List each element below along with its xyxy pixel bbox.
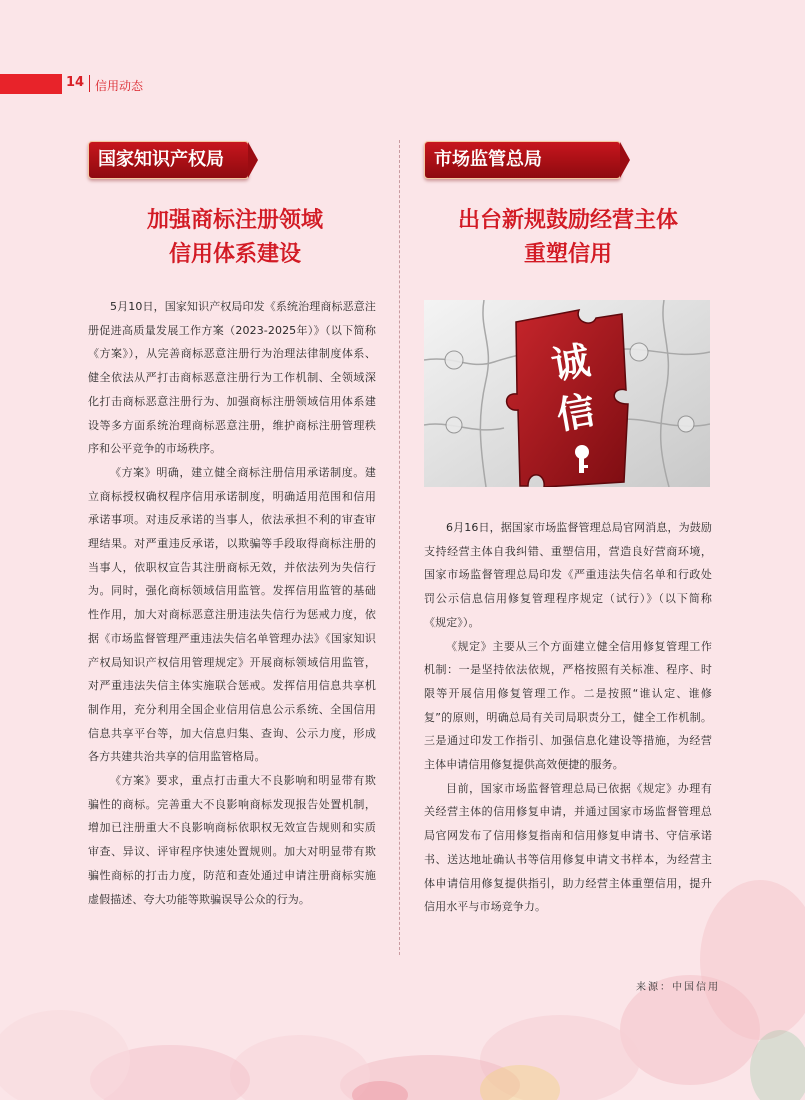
- agency-badge-left: [88, 141, 249, 179]
- headline-line: 加强商标注册领域: [146, 207, 323, 233]
- header-accent-bar: [0, 74, 62, 94]
- puzzle-text-cheng: 诚: [548, 336, 594, 388]
- article-body-left: [88, 295, 376, 911]
- headline-line: 重塑信用: [523, 241, 612, 267]
- column-separator: [399, 140, 400, 955]
- paragraph: 5月10日，国家知识产权局印发《系统治理商标恶意注册促进高质量发展工作方案（2023-2025年）》（以下简称《方案》），从完善商标恶意注册行为治理法律制度体系、健全依法从严打击商标恶意注册行为工作机制、全领域深化打击商标恶意注册行为、加强商标注册领域信用体系建设等多方面系统治理商标恶意注册，维护商标注册管理秩序和公平竞争的市场秩序。: [88, 300, 376, 456]
- paragraph: 《规定》主要从三个方面建立健全信用修复管理工作机制：一是坚持依法依规，严格按照有关标准、程序、时限等开展信用修复管理工作。二是按照“谁认定、谁修复”的原则，明确总局有关司局职责分工，健全工作机制。三是通过印发工作指引、加强信息化建设等措施，为经营主体申请信用修复提供高效便捷的服务。: [424, 639, 712, 772]
- badge-fold: [620, 142, 630, 178]
- article-body-right: [424, 516, 712, 919]
- badge-fold: [248, 142, 258, 178]
- source-credit: 来源：中国信用: [636, 982, 720, 993]
- headline-left: [90, 203, 380, 271]
- paragraph: 目前，国家市场监督管理总局已依据《规定》办理有关经营主体的信用修复申请，并通过国家市场监督管理总局官网发布了信用修复指南和信用修复申请书、守信承诺书、送达地址确认书等信用修复申请文书样本，为经营主体申请信用修复提供指引，助力经营主体重塑信用，提升信用水平与市场竞争力。: [424, 781, 712, 914]
- puzzle-text-xin: 信: [553, 386, 599, 438]
- paragraph: 《方案》要求，重点打击重大不良影响和明显带有欺骗性的商标。完善重大不良影响商标发现报告处置机制，增加已注册重大不良影响商标依职权无效宣告规则和实质审查、异议、评审程序快速处置规则。加大对明显带有欺骗性商标的打击力度，防范和查处通过申请注册商标实施虚假描述、夸大功能等欺骗误导公众的行为。: [88, 774, 376, 906]
- page-number: 14: [66, 75, 85, 90]
- agency-name: 市场监管总局: [434, 149, 542, 170]
- paragraph: 6月16日，据国家市场监督管理总局官网消息，为鼓励支持经营主体自我纠错、重塑信用，营造良好营商环境，国家市场监督管理总局印发《严重违法失信名单和行政处罚公示信息信用修复管理程序规定（试行）》（以下简称《规定》）。: [424, 521, 712, 629]
- section-title: 信用动态: [95, 79, 144, 93]
- headline-line: 信用体系建设: [168, 241, 301, 267]
- headline-line: 出台新规鼓励经营主体: [457, 207, 678, 233]
- agency-name: 国家知识产权局: [98, 149, 224, 170]
- paragraph: 《方案》明确，建立健全商标注册信用承诺制度。建立商标授权确权程序信用承诺制度，明确适用范围和信用承诺事项。对违反承诺的当事人，依法承担不利的审查审理结果。对严重违反承诺，以欺骗等手段取得商标注册的当事人，依职权宣告其注册商标无效，并依法列为失信行为。同时，强化商标领域信用监管。发挥信用监管的基础性作用，加大对商标恶意注册违法失信行为惩戒力度，依据《市场监督管理严重违法失信名单管理办法》《国家知识产权局知识产权信用管理规定》开展商标领域信用监管，对严重违法失信主体实施联合惩戒。发挥信用信息共享机制作用，充分利用全国企业信用信息公示系统、全国信用信息共享平台等，加大信息归集、查询、公示力度，形成各方共建共治共享的信用监管格局。: [88, 465, 376, 764]
- agency-badge-right: [424, 141, 621, 179]
- credit-puzzle-photo: [424, 300, 710, 487]
- headline-right: [420, 203, 716, 271]
- header-divider: [89, 75, 90, 92]
